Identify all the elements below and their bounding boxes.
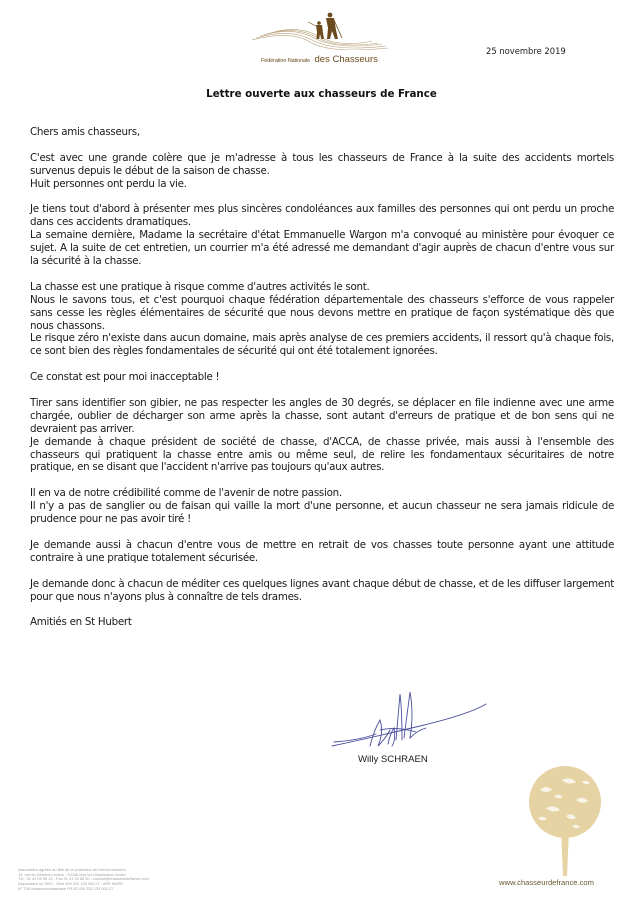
paragraph-6 (30, 487, 614, 526)
paragraph-7 (30, 539, 614, 565)
sentence: Il n'y a pas de sanglier ou de faisan qui vaille la mort d'une personne, et aucun chasseur ne sera jamais ridicule de prudence pour ne pas avoir tiré ! (30, 500, 614, 526)
greeting-text: Chers amis chasseurs, (30, 126, 140, 138)
letter-date: 25 novembre 2019 (486, 46, 566, 56)
closing (30, 616, 614, 629)
sentence: Ce constat est pour moi inacceptable ! (30, 371, 220, 384)
sentence: Tirer sans identifier son gibier, ne pas respecter les angles de 30 degrés, se déplacer en file indienne avec une arme chargée, oublier de décharger son arme après la chasse, sont autant d'erreurs de pratique et de bon sens qui ne devraient pas arriver. (30, 396, 614, 435)
letter-body (30, 126, 614, 642)
chasseurdefrance-tree-logo (510, 760, 620, 880)
sentence: La chasse est une pratique à risque comme d'autres activités le sont. (30, 280, 370, 293)
footer-line: Tél : 01 41 09 65 10 - Fax 01 41 09 65 20 - contact@chasseurdefrance.com (18, 876, 149, 882)
footer-address (18, 868, 149, 892)
footer-line: Association agréée au titre de la protection de l'environnement (18, 867, 126, 872)
greeting (30, 126, 614, 139)
sentence: Le risque zéro n'existe dans aucun domaine, mais après analyse de ces premiers accidents, il ressort qu'à chaque fois, ce sont bien des règles fondamentales de sécurité qui ont été totalement ignorées. (30, 332, 614, 358)
paragraph-5 (30, 397, 614, 474)
sentence: Huit personnes ont perdu la vie. (30, 177, 187, 190)
paragraph-4 (30, 371, 614, 384)
federation-name-prefix: Fédération Nationale (261, 58, 311, 64)
federation-logo (250, 8, 390, 64)
paragraph-3 (30, 281, 614, 358)
paragraph-8 (30, 578, 614, 604)
signer-name: Willy SCHRAEN (358, 754, 428, 765)
footer-line: 13, rue du Général Leclerc - 92136 Issy les Moulineaux Cedex (18, 871, 126, 877)
paragraph-2 (30, 203, 614, 268)
sentence: Nous le savons tous, et c'est pourquoi chaque fédération départementale des chasseurs s'efforce de vous rappeler sans cesse les règles élémentaires de sécurité que nous devons mettre en pratique de façon systématique dès que nous chassons. (30, 293, 614, 332)
letter-title: Lettre ouverte aux chasseurs de France (206, 88, 437, 100)
sentence: Je demande donc à chacun de méditer ces quelques lignes avant chaque début de chasse, et de les diffuser largement pour que nous n'ayons plus à connaître de tels drames. (30, 577, 614, 603)
federation-name (261, 49, 378, 67)
sentence: Je demande aussi à chacun d'entre vous de mettre en retrait de vos chasses toute personne ayant une attitude contraire à une pratique totalement sécurisée. (30, 538, 614, 564)
sentence: La semaine dernière, Madame la secrétaire d'état Emmanuelle Wargon m'a convoqué au ministère pour évoquer ce sujet. A la suite de cet entretien, un courrier m'a été adressé me demandant d'agir auprès de chacun d'entre vous sur la sécurité à la chasse. (30, 229, 614, 268)
sentence: C'est avec une grande colère que je m'adresse à tous les chasseurs de France à la suite des accidents mortels survenus depuis le début de la saison de chasse. (30, 151, 614, 177)
website-link[interactable]: www.chasseurdefrance.com (499, 878, 594, 887)
sentence: Je demande à chaque président de société de chasse, d'ACCA, de chasse privée, mais aussi à l'ensemble des chasseurs qui pratiquent la chasse entre amis ou même seul, de relire les fondamentaux sécuritaires de notre pratique, en se disant que l'accident n'arrive pas toujours qu'aux autres. (30, 435, 614, 474)
animal-tree-logo-icon (510, 760, 620, 880)
sentence: Je tiens tout d'abord à présenter mes plus sincères condoléances aux familles des personnes qui ont perdu un proche dans ces accidents dramatiques. (30, 203, 614, 229)
sentence: Il en va de notre crédibilité comme de l'avenir de notre passion. (30, 487, 342, 500)
federation-name-main: des Chasseurs (314, 54, 378, 65)
handwritten-signature-icon (330, 690, 490, 760)
hunters-silhouette-logo-icon (250, 8, 390, 50)
paragraph-1 (30, 152, 614, 191)
closing-text: Amitiés en St Hubert (30, 616, 132, 629)
footer-line: N° TVA intracommunautaire FR 53 439 220 133 000 27 (18, 885, 114, 891)
footer-line: Association loi 1901 - Siret 439 220 133 000 27 - APE 9499Z (18, 881, 123, 887)
